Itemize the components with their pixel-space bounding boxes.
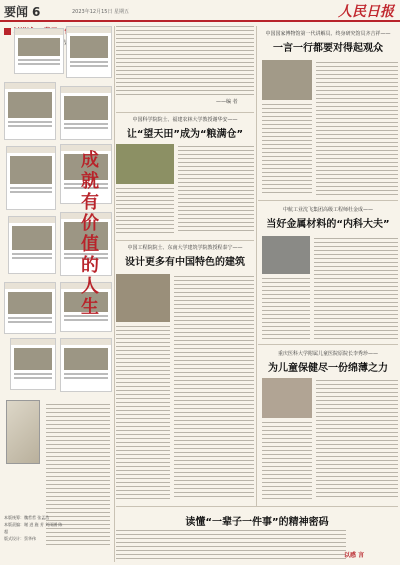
engineer-photo bbox=[262, 236, 310, 274]
page-thumbnail bbox=[60, 338, 112, 392]
column-divider bbox=[114, 26, 115, 562]
article-kicker: 中国国家博物馆第一代讲解员、终身研究馆员齐吉祥—— bbox=[265, 31, 391, 37]
credit-line: 版式设计：蔡华伟 bbox=[4, 536, 36, 541]
article-body bbox=[316, 380, 398, 504]
credit-line: 本版责编：谢 进 施 芳 刘雨涵 陈 超 bbox=[4, 522, 63, 534]
editor-signature: ——编 者 bbox=[216, 99, 238, 105]
page-thumbnail bbox=[8, 216, 56, 274]
feature-title-char: 有 bbox=[81, 192, 99, 213]
feature-title-char: 价 bbox=[81, 213, 99, 234]
newspaper-logo: 人民日报 bbox=[338, 4, 394, 20]
article-body bbox=[116, 188, 174, 238]
article-kicker: 重庆医科大学附属儿童医院原院长李秀珍—— bbox=[277, 351, 378, 357]
farmer-photo bbox=[116, 144, 174, 184]
page-thumbnail bbox=[66, 26, 112, 78]
commentary-body bbox=[116, 530, 346, 562]
article-body bbox=[178, 146, 254, 238]
article-body bbox=[116, 326, 170, 504]
article-title: 为儿童保健尽一份绵薄之力 bbox=[268, 363, 388, 374]
feature-title bbox=[78, 150, 102, 318]
credit-line: 本版统筹：魏哲哲 张孟浩 bbox=[4, 515, 50, 520]
feature-title-char: 成 bbox=[81, 150, 99, 171]
commentary-byline: 以感 言 bbox=[344, 552, 365, 559]
architect-photo bbox=[116, 274, 170, 322]
article-body bbox=[262, 422, 312, 504]
feature-title-char: 生 bbox=[81, 297, 99, 318]
page-thumbnail bbox=[14, 28, 64, 74]
article-kicker: 中国科学院院士、福建农林大学教授谢华安—— bbox=[132, 117, 238, 123]
article-body bbox=[316, 62, 398, 198]
article-title: 让“望天田”成为“粮满仓” bbox=[126, 129, 244, 140]
section-divider bbox=[116, 112, 254, 113]
article-headline bbox=[116, 244, 254, 268]
feature-title-char: 值 bbox=[81, 234, 99, 255]
section-label bbox=[4, 3, 40, 20]
page-thumbnail bbox=[4, 282, 56, 334]
article-body bbox=[174, 276, 254, 504]
page-thumbnail bbox=[10, 338, 56, 390]
section-divider bbox=[116, 240, 254, 241]
section-divider bbox=[258, 344, 398, 345]
article-headline bbox=[258, 30, 398, 54]
credits bbox=[4, 514, 64, 542]
article-body bbox=[314, 238, 398, 342]
page-thumbnail bbox=[60, 86, 112, 140]
article-kicker: 中国工程院院士、东南大学建筑学院教授程泰宁—— bbox=[127, 245, 243, 251]
page-thumbnail bbox=[6, 146, 56, 210]
feature-title-char: 就 bbox=[81, 171, 99, 192]
article-headline bbox=[116, 116, 254, 140]
page-header bbox=[0, 0, 400, 22]
issue-date: 2023年12月15日 星期五 bbox=[72, 9, 130, 15]
article-body bbox=[262, 104, 312, 198]
feature-title-char: 的 bbox=[81, 255, 99, 276]
article-body bbox=[262, 278, 310, 342]
article-kicker: 中航工业沈飞集团高级工程师杜金成—— bbox=[282, 207, 373, 213]
article-title: 一言一行都要对得起观众 bbox=[273, 43, 383, 54]
book-cover-image bbox=[6, 400, 40, 464]
page-thumbnail bbox=[4, 82, 56, 140]
feature-title-char: 人 bbox=[81, 276, 99, 297]
section-name: 要闻 bbox=[4, 5, 29, 19]
column-divider bbox=[256, 26, 257, 506]
doctor-photo bbox=[262, 378, 312, 418]
article-headline bbox=[258, 350, 398, 374]
section-divider bbox=[258, 200, 398, 201]
commentary-title: 读懂“一辈子一件事”的精神密码 bbox=[185, 517, 329, 528]
article-title: 设计更多有中国特色的建筑 bbox=[125, 257, 245, 268]
curator-photo bbox=[262, 60, 312, 100]
commentary-headline bbox=[116, 511, 398, 528]
article-headline bbox=[258, 206, 398, 230]
article-title: 当好金属材料的“内科大夫” bbox=[266, 219, 390, 230]
section-divider bbox=[116, 506, 398, 507]
page-number: 6 bbox=[32, 5, 41, 19]
